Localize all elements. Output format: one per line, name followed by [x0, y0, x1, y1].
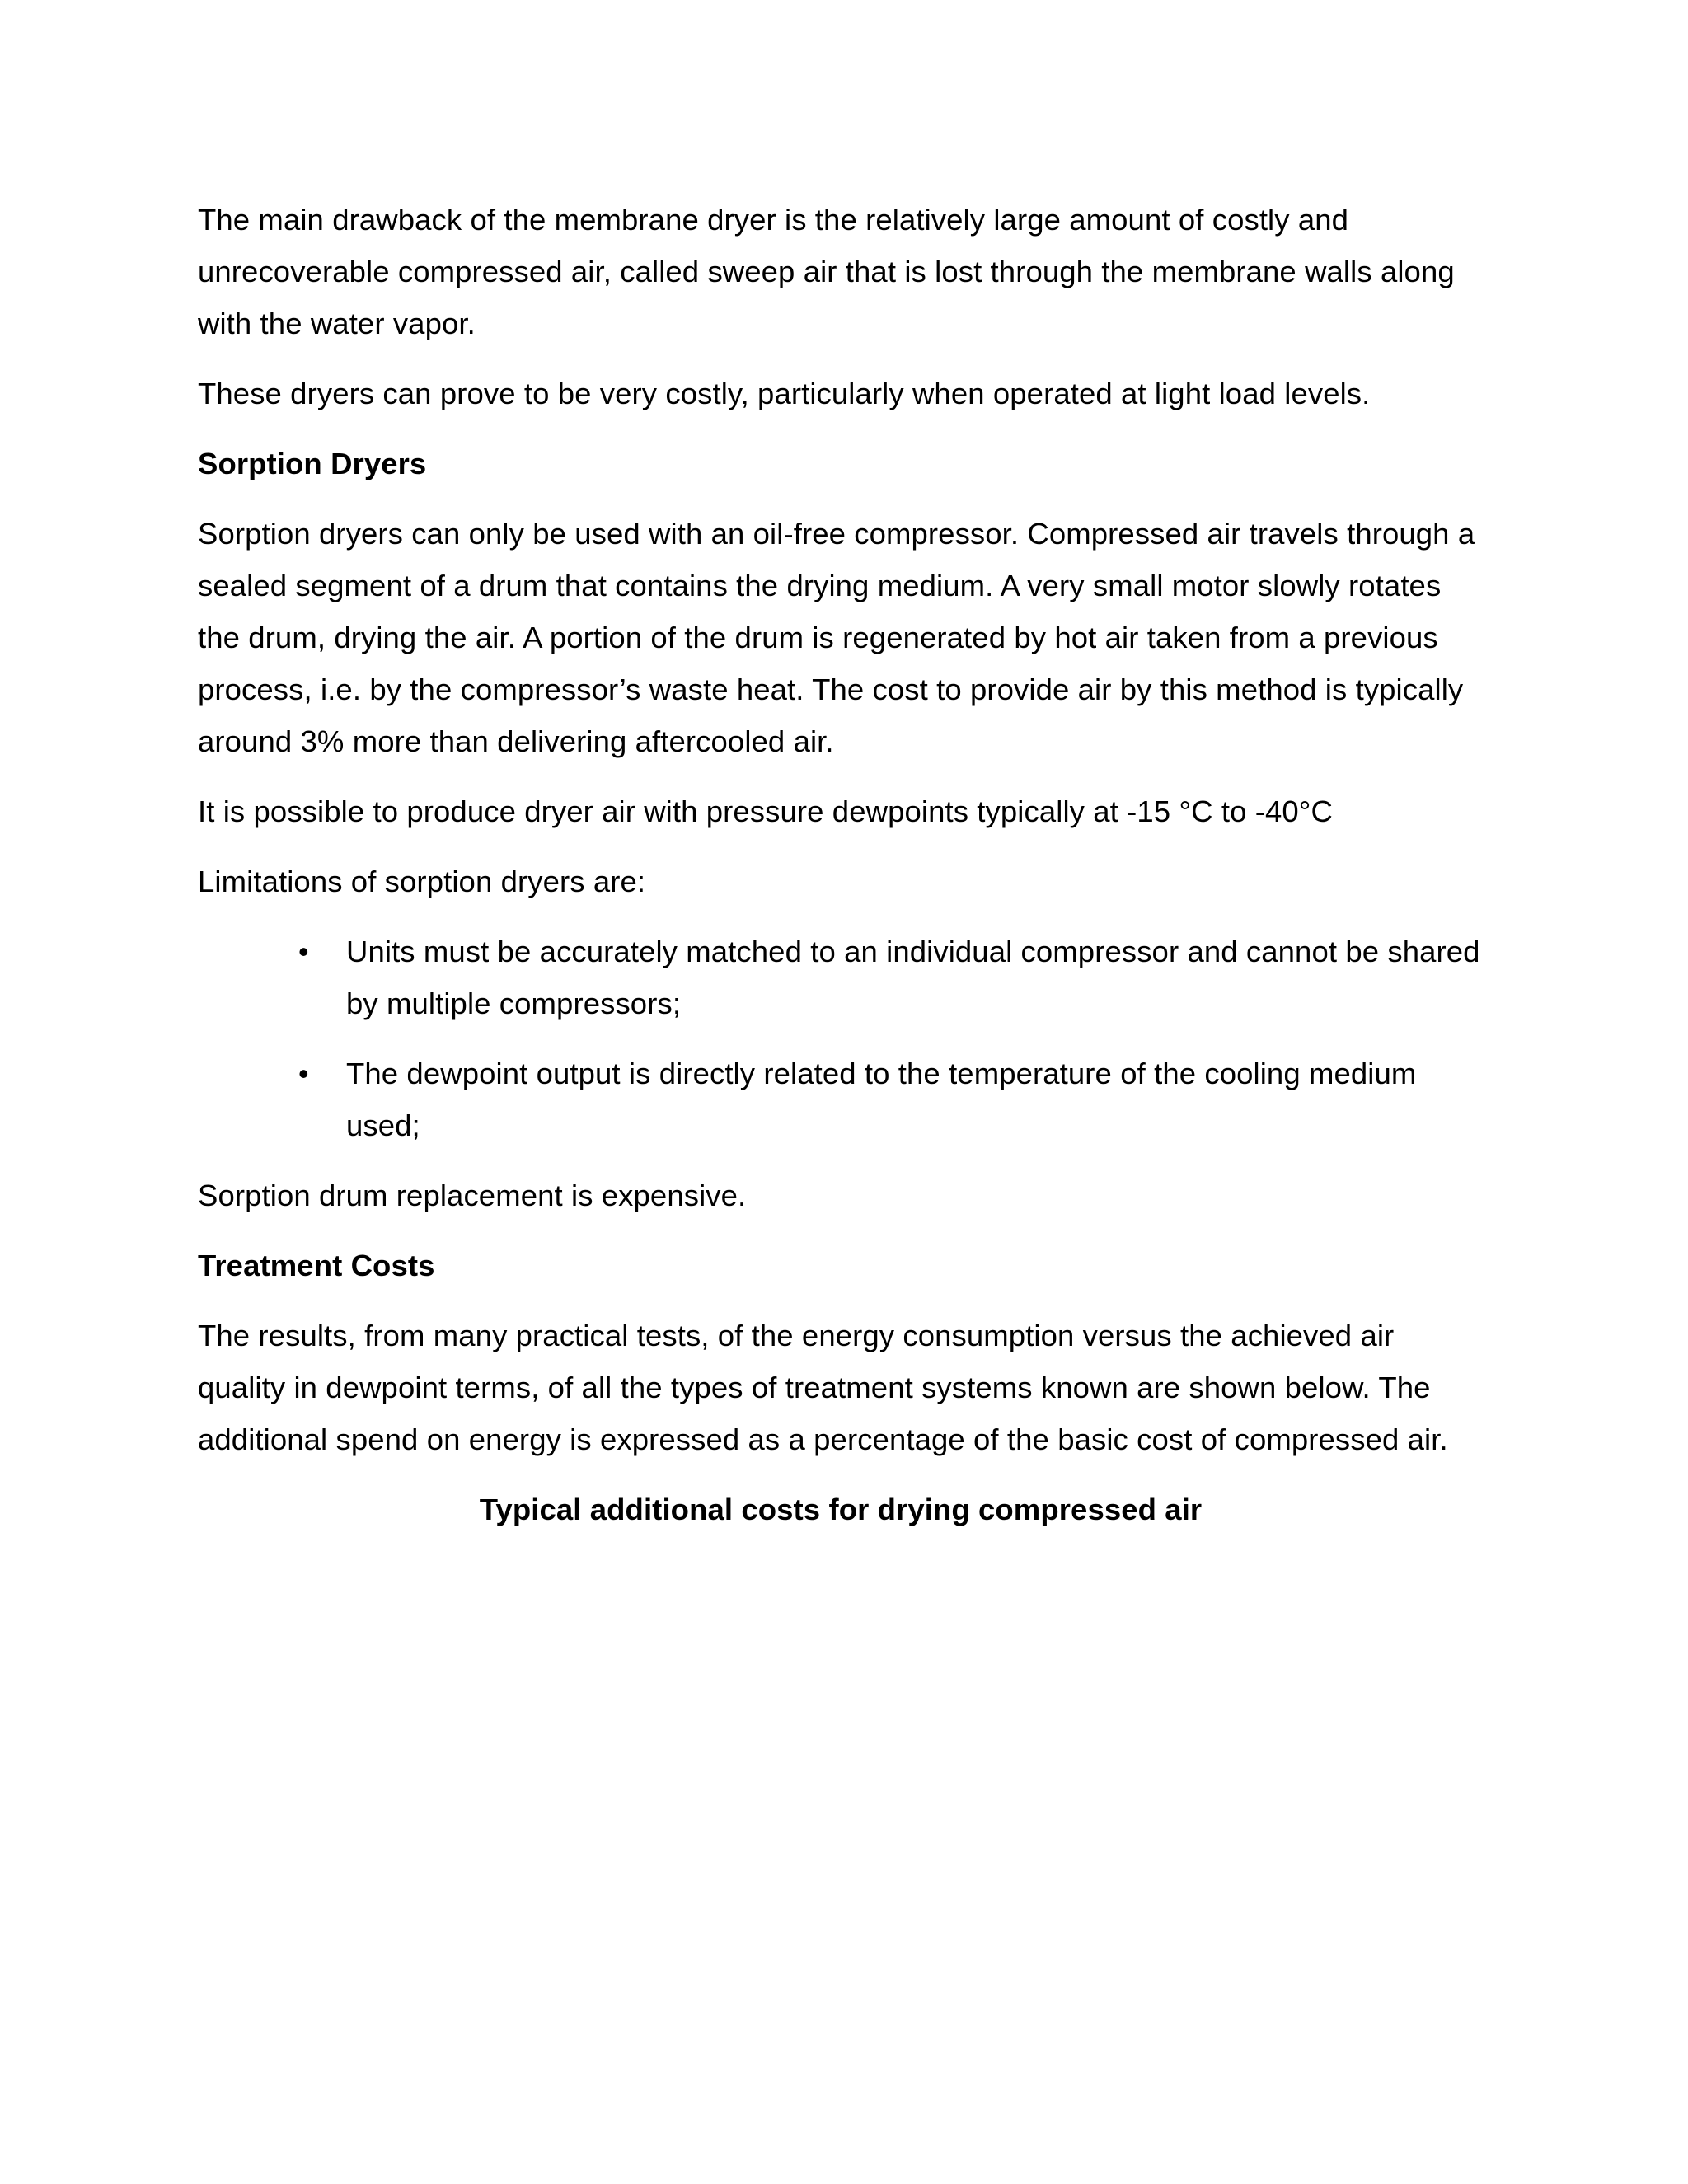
figure-caption: Typical additional costs for drying compressed air	[479, 1493, 1203, 1526]
paragraph-drum-replacement: Sorption drum replacement is expensive.	[198, 1179, 747, 1212]
list-item-text: The dewpoint output is directly related to the temperature of the cooling medium used;	[346, 1057, 1417, 1142]
paragraph-dewpoint-range: It is possible to produce dryer air with pressure dewpoints typically at -15 °C to -40°C	[198, 794, 1333, 828]
heading-sorption-dryers: Sorption Dryers	[198, 447, 427, 480]
list-item	[198, 926, 1484, 1029]
bullet-icon: •	[298, 1057, 309, 1090]
paragraph-sorption-description: Sorption dryers can only be used with an oil-free compressor. Compressed air travels through a sealed segment of a drum that contains the drying medium. A very small motor slowly rotates the drum, drying the air. A portion of the drum is regenerated by hot air taken from a previous process, i.e. by the compressor’s waste heat. The cost to provide air by this method is typically around 3% more than delivering aftercooled air.	[198, 517, 1475, 758]
list-item	[198, 1047, 1484, 1151]
paragraph-membrane-drawback: The main drawback of the membrane dryer is the relatively large amount of costly and unrecoverable compressed air, called sweep air that is lost through the membrane walls along with the water vapor.	[198, 203, 1455, 340]
paragraph-treatment-results: The results, from many practical tests, of the energy consumption versus the achieved air quality in dewpoint terms, of all the types of treatment systems known are shown below. The additional spend on energy is expressed as a percentage of the basic cost of compressed air.	[198, 1319, 1448, 1456]
paragraph-light-load-cost: These dryers can prove to be very costly, particularly when operated at light load levels.	[198, 377, 1371, 410]
paragraph-limitations-intro: Limitations of sorption dryers are:	[198, 865, 646, 898]
limitations-list	[198, 926, 1484, 1151]
document-page	[198, 194, 1484, 1535]
list-item-text: Units must be accurately matched to an individual compressor and cannot be shared by multiple compressors;	[346, 935, 1480, 1020]
bullet-icon: •	[298, 935, 309, 968]
heading-treatment-costs: Treatment Costs	[198, 1249, 435, 1282]
